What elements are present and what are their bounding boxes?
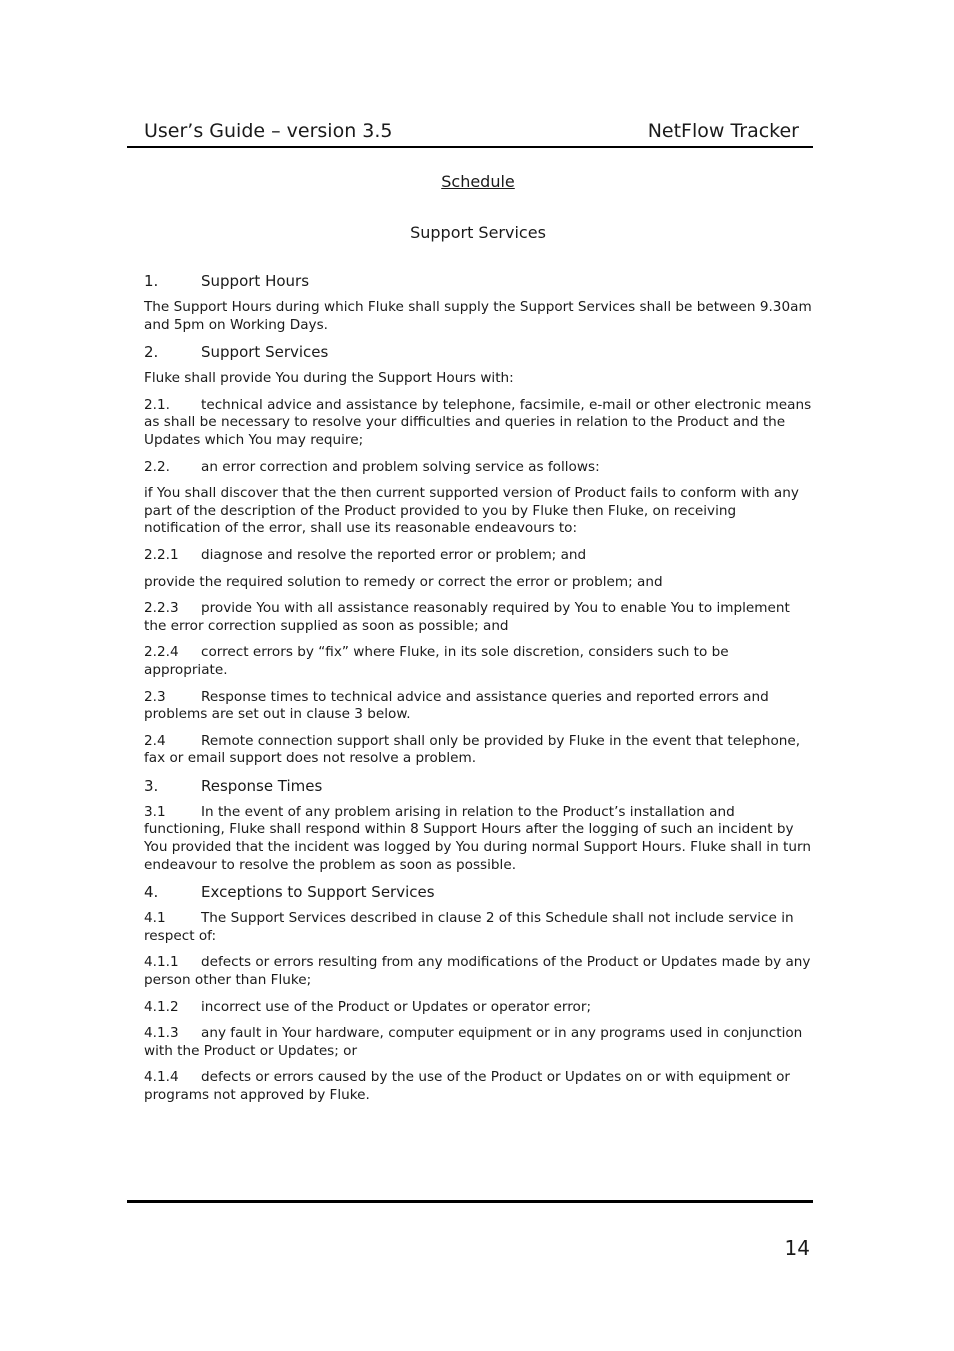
clause-paragraph [144, 733, 812, 768]
clause-text: The Support Services described in clause 2 of this Schedule shall not include service in respect of: [144, 910, 794, 944]
page-header [127, 118, 813, 148]
clause-text: defects or errors resulting from any modifications of the Product or Updates made by any person other than Fluke; [144, 954, 811, 989]
clause-paragraph [144, 299, 812, 334]
section-heading-text: Support Services [201, 343, 329, 362]
clause-paragraph [144, 459, 812, 477]
clause-text: technical advice and assistance by telephone, facsimile, e-mail or other electronic means as shall be necessary to resolve your difficulties and queries in relation to the Product and the Updates which You may require; [144, 396, 812, 448]
clause-number: 2.3 [144, 688, 166, 705]
clause-text: Remote connection support shall only be provided by Fluke in the event that telephone, fax or email support does not resolve a problem. [144, 732, 801, 767]
clause-number: 2.4 [144, 732, 166, 749]
clause-paragraph [144, 574, 812, 592]
clause-paragraph [144, 1025, 812, 1060]
clause-number: 2.1. [144, 396, 170, 413]
clause-text: an error correction and problem solving service as follows: [201, 458, 600, 475]
clause-paragraph [144, 600, 812, 635]
clause-paragraph [144, 547, 812, 565]
clause-paragraph [144, 804, 812, 874]
header-product-name: NetFlow Tracker [647, 120, 799, 142]
section-heading [144, 272, 812, 290]
clause-number: 3.1 [144, 803, 166, 820]
clause-text: provide the required solution to remedy or correct the error or problem; and [144, 573, 663, 590]
document-body [144, 172, 812, 1114]
clause-paragraph [144, 370, 812, 388]
clause-text: defects or errors caused by the use of the Product or Updates on or with equipment or programs not approved by Fluke. [144, 1069, 790, 1103]
clause-paragraph [144, 397, 812, 450]
clause-text: incorrect use of the Product or Updates or operator error; [201, 998, 592, 1015]
section-heading [144, 883, 812, 901]
clause-number: 4.1 [144, 910, 166, 927]
clause-number: 2.2.3 [144, 600, 179, 617]
section-number: 2. [144, 343, 159, 362]
sections-container [144, 272, 812, 1105]
clause-paragraph [144, 689, 812, 724]
clause-text: if You shall discover that the then current supported version of Product fails to conform with any part of the description of the Product provided to you by Fluke then Fluke, on receiving notification of the error, shall use its reasonable endeavours to: [144, 485, 799, 537]
clause-text: any fault in Your hardware, computer equipment or in any programs used in conjunction with the Product or Updates; or [144, 1025, 803, 1059]
clause-paragraph [144, 1069, 812, 1104]
section-number: 3. [144, 776, 159, 795]
section-heading-text: Support Hours [201, 272, 310, 290]
section-heading [144, 777, 812, 795]
section-number: 1. [144, 272, 159, 290]
clause-paragraph [144, 485, 812, 538]
clause-text: provide You with all assistance reasonably required by You to enable You to implement the error correction supplied as soon as possible; and [144, 600, 790, 634]
clause-paragraph [144, 644, 812, 679]
clause-text: In the event of any problem arising in relation to the Product’s installation and functioning, Fluke shall respond within 8 Support Hours after the logging of such an incident by You provided that the incident was logged by You during normal Support Hours. Fluke shall in turn endeavour to resolve the problem as soon as possible. [144, 803, 811, 873]
header-guide-title: User’s Guide – version 3.5 [144, 120, 393, 142]
clause-text: correct errors by “fix” where Fluke, in its sole discretion, considers such to be appropriate. [144, 644, 729, 678]
section-number: 4. [144, 883, 159, 902]
clause-paragraph [144, 999, 812, 1017]
clause-number: 2.2. [144, 458, 170, 475]
clause-number: 2.2.1 [144, 546, 179, 563]
section-heading-text: Response Times [201, 776, 323, 795]
section-heading [144, 343, 812, 361]
footer-rule [127, 1200, 813, 1203]
clause-number: 2.2.4 [144, 644, 179, 661]
clause-text: Fluke shall provide You during the Support Hours with: [144, 370, 514, 387]
clause-number: 4.1.1 [144, 954, 179, 971]
page-number: 14 [784, 1236, 810, 1260]
clause-number: 4.1.2 [144, 998, 179, 1015]
clause-paragraph [144, 954, 812, 989]
clause-paragraph [144, 910, 812, 945]
section-heading-text: Exceptions to Support Services [201, 883, 435, 902]
clause-number: 4.1.4 [144, 1069, 179, 1086]
schedule-title: Schedule [441, 172, 515, 191]
clause-text: diagnose and resolve the reported error or problem; and [201, 546, 587, 563]
clause-number: 4.1.3 [144, 1025, 179, 1042]
schedule-subtitle: Support Services [410, 223, 546, 242]
clause-text: Response times to technical advice and assistance queries and reported errors and problems are set out in clause 3 below. [144, 688, 769, 723]
clause-text: The Support Hours during which Fluke shall supply the Support Services shall be between 9.30am and 5pm on Working Days. [144, 299, 812, 333]
